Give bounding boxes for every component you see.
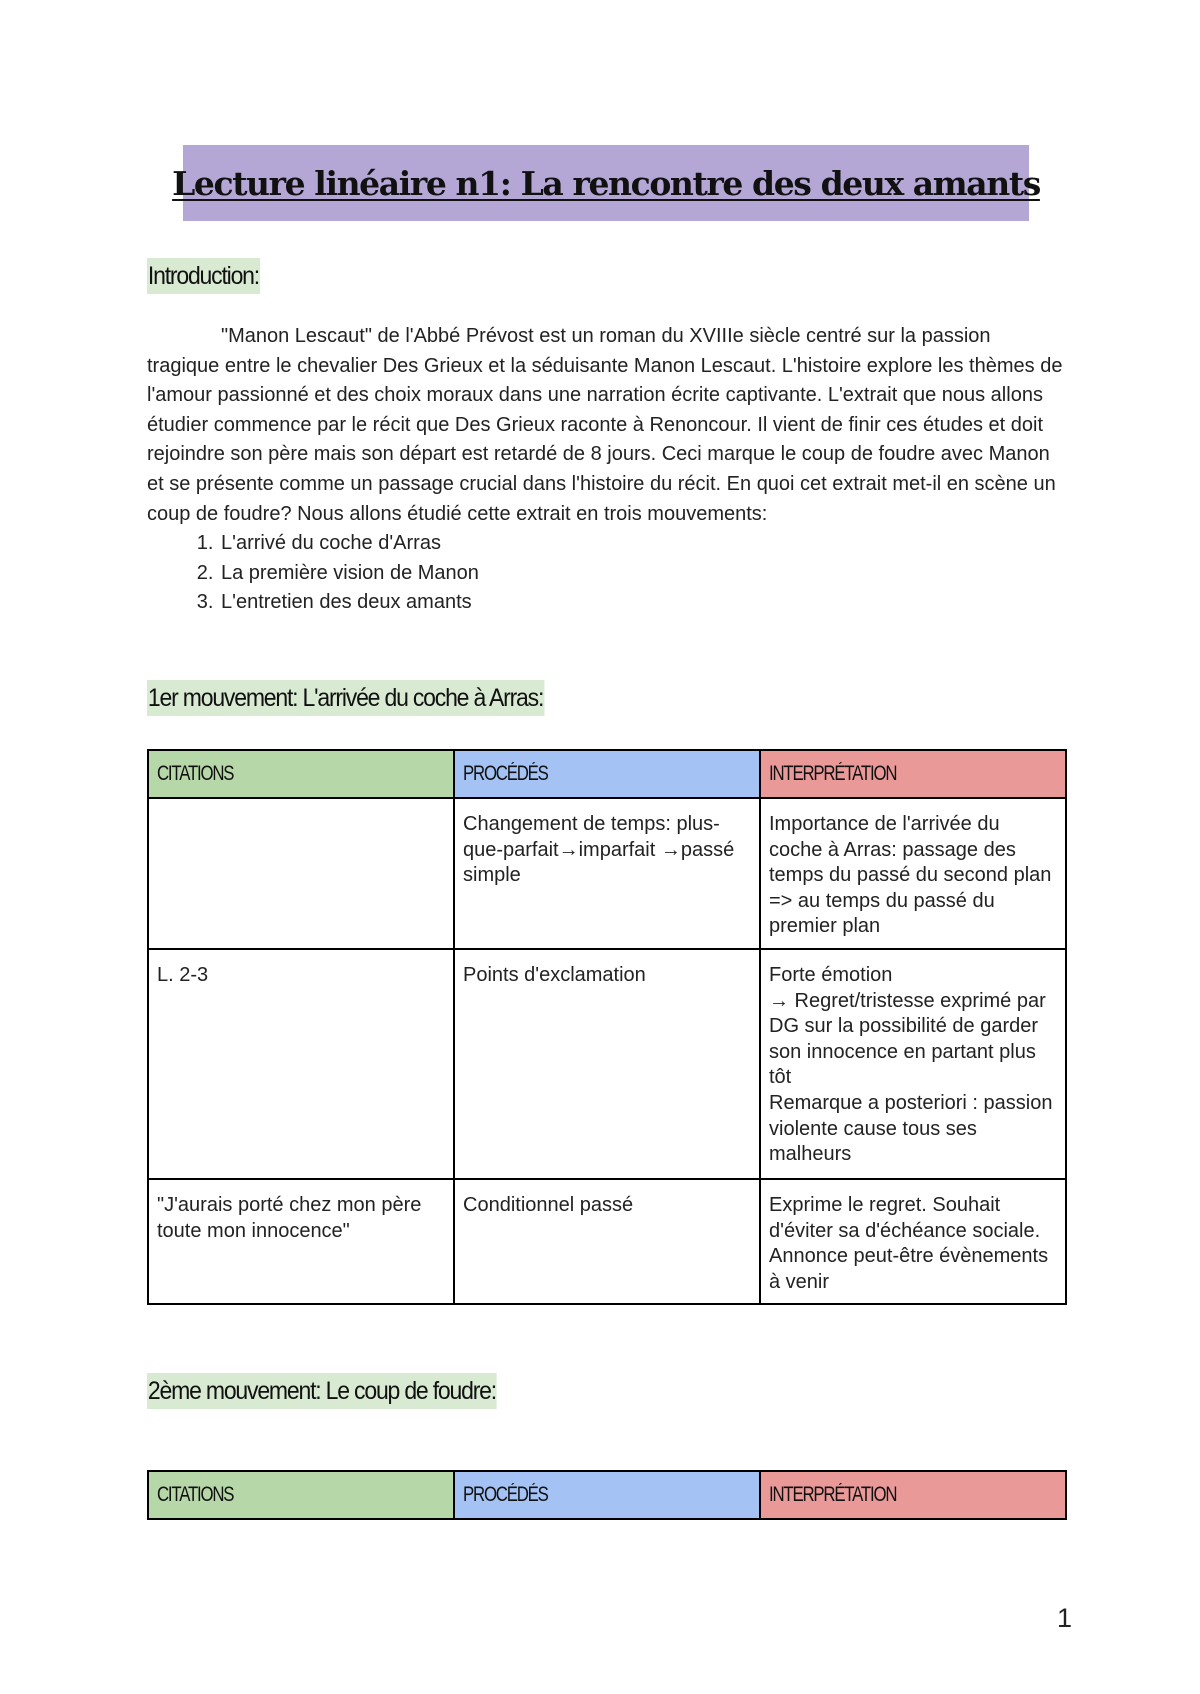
title-banner [172, 145, 1040, 221]
table-row [148, 798, 1066, 949]
procede-cell: Changement de temps: plus-que-parfait→imparfait →passé simple [454, 798, 760, 949]
citation-cell: "J'aurais porté chez mon père toute mon innocence" [148, 1179, 454, 1304]
procede-cell: Conditionnel passé [454, 1179, 760, 1304]
section1-heading: 1er mouvement: L'arrivée du coche à Arras: [147, 680, 544, 716]
interpretation-cell: Importance de l'arrivée du coche à Arras: passage des temps du passé du second plan => au temps du passé du premier plan [760, 798, 1066, 949]
introduction-paragraph: "Manon Lescaut" de l'Abbé Prévost est un roman du XVIIIe siècle centré sur la passion tragique entre le chevalier Des Grieux et la séduisante Manon Lescaut. L'histoire explore les thèmes de l'amour passionné et des choix moraux dans une narration écrite captivante. L'extrait que nous allons étudier commence par le récit que Des Grieux raconte à Renoncour. Il vient de finir ces études et doit rejoindre son père mais son départ est retardé de 8 jours. Ceci marque le coup de foudre avec Manon et se présente comme un passage crucial dans l'histoire du récit. En quoi cet extrait met-il en scène un coup de foudre? Nous allons étudié cette extrait en trois mouvements: [147, 325, 1063, 525]
interpretation-cell: Exprime le regret. Souhait d'éviter sa d'échéance sociale. Annonce peut-être évènements à venir [760, 1179, 1066, 1304]
table-header-row [148, 1471, 1066, 1519]
movements-list [147, 529, 1065, 618]
header-citations: CITATIONS [148, 1471, 454, 1519]
document-title: Lecture linéaire n1: La rencontre des deux amants [172, 163, 1040, 203]
section2-table [147, 1470, 1067, 1520]
header-procedes: PROCÉDÉS [454, 1471, 760, 1519]
header-interpretation: INTERPRÉTATION [760, 1471, 1066, 1519]
table-header-row [148, 750, 1066, 798]
header-interpretation: INTERPRÉTATION [760, 750, 1066, 798]
list-item: 1. L'arrivé du coche d'Arras [219, 529, 1065, 559]
header-citations: CITATIONS [148, 750, 454, 798]
procede-cell: Points d'exclamation [454, 949, 760, 1179]
header-procedes: PROCÉDÉS [454, 750, 760, 798]
list-item: 2. La première vision de Manon [219, 559, 1065, 589]
page-number: 1 [1057, 1603, 1073, 1633]
introduction-body [147, 322, 1065, 618]
introduction-heading: Introduction: [147, 258, 260, 294]
interpretation-cell: Forte émotion → Regret/tristesse exprimé par DG sur la possibilité de garder son innocence en partant plus tôt Remarque a posteriori : passion violente cause tous ses malheurs [760, 949, 1066, 1179]
citation-cell [148, 798, 454, 949]
citation-cell: L. 2-3 [148, 949, 454, 1179]
section2-heading: 2ème mouvement: Le coup de foudre: [147, 1373, 497, 1409]
section1-table [147, 749, 1067, 1305]
table-row [148, 1179, 1066, 1304]
table-row [148, 949, 1066, 1179]
list-item: 3. L'entretien des deux amants [219, 588, 1065, 618]
